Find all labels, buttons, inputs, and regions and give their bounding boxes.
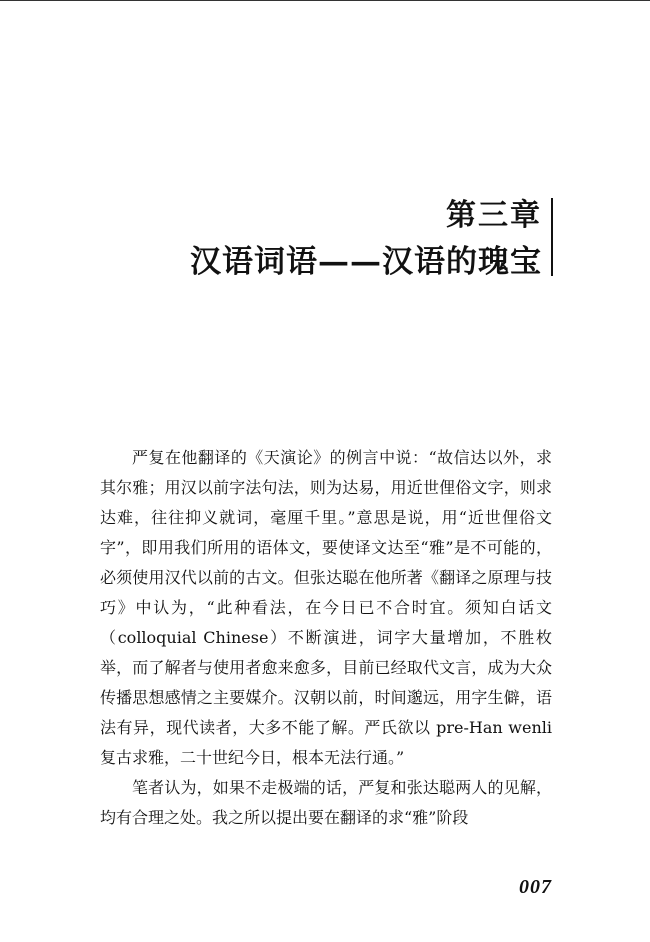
chapter-heading <box>190 196 542 284</box>
top-border-line <box>0 0 650 1</box>
page-number: 007 <box>519 876 552 898</box>
paragraph-1: 严复在他翻译的《天演论》的例言中说：“故信达以外，求其尔雅；用汉以前字法句法，则为达易，用近世俚俗文字，则求达难，往往抑义就词，毫厘千里。”意思是说，用“近世俚俗文字”，即用我们所用的语体文，要使译文达至“雅”是不可能的，必须使用汉代以前的古文。但张达聪在他所著《翻译之原理与技巧》中认为，“此种看法，在今日已不合时宜。须知白话文（colloquial Chinese）不断演进，词字大量增加，不胜枚举，而了解者与使用者愈来愈多，目前已经取代文言，成为大众传播思想感情之主要媒介。汉朝以前，时间邈远，用字生僻，语法有异，现代读者，大多不能了解。严氏欲以 pre-Han wenli 复古求雅，二十世纪今日，根本无法行通。” <box>100 448 552 767</box>
body-text <box>100 443 552 833</box>
chapter-vertical-rule <box>551 198 553 276</box>
chapter-number: 第三章 <box>446 198 542 233</box>
paragraph-2: 笔者认为，如果不走极端的话，严复和张达聪两人的见解，均有合理之处。我之所以提出要在翻译的求“雅”阶段 <box>100 778 552 827</box>
chapter-title: 汉语词语——汉语的瑰宝 <box>190 244 542 280</box>
